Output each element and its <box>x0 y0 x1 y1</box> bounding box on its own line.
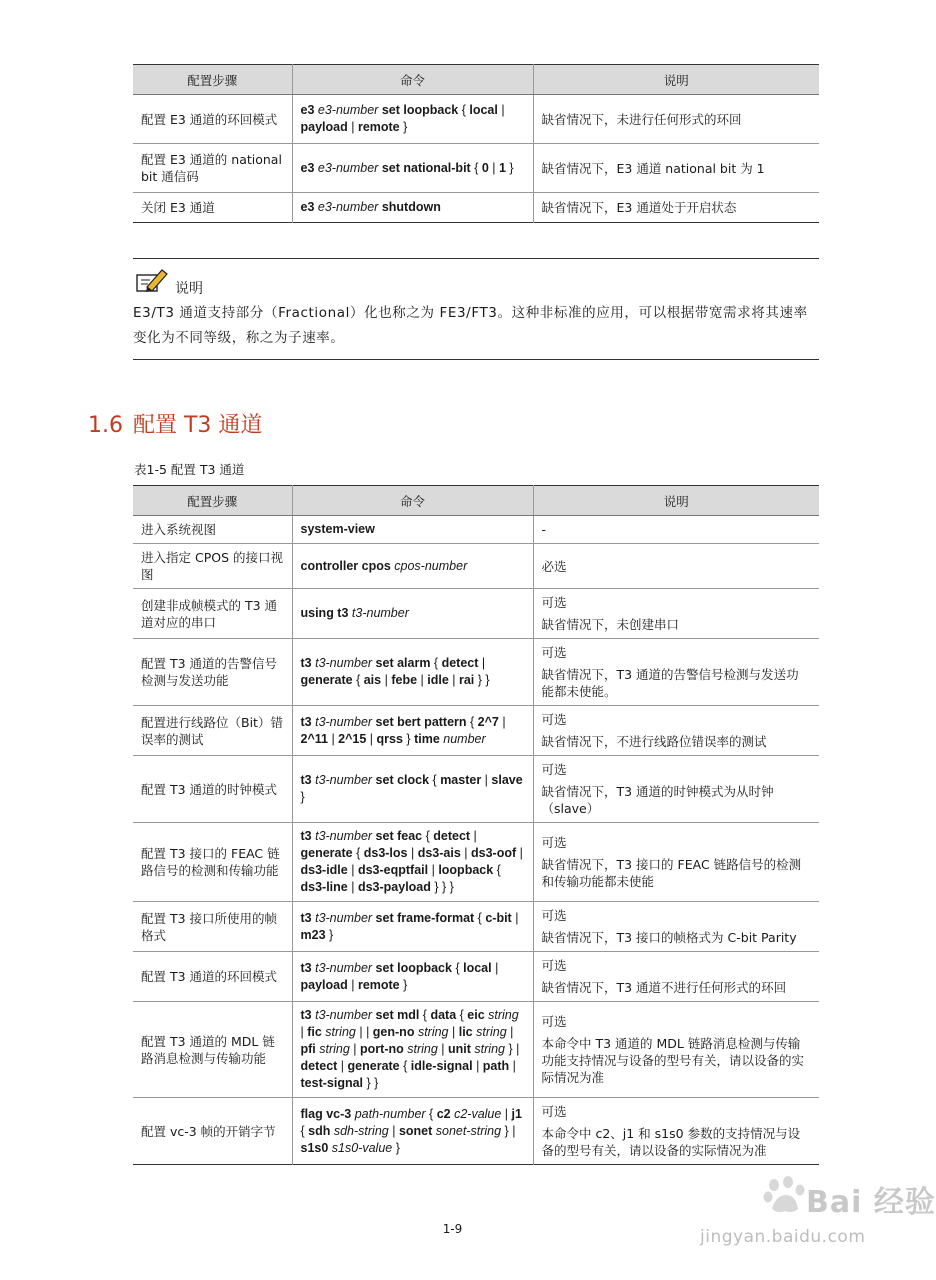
command-syntax: | <box>347 977 358 992</box>
page-number: 1-9 <box>442 1222 463 1236</box>
command-keyword: t3 <box>300 1008 316 1022</box>
optional-label: 可选 <box>541 1104 567 1119</box>
command-syntax: { <box>456 1008 468 1022</box>
column-header-description: 说明 <box>533 65 819 95</box>
description-text: 缺省情况下，T3 通道不进行任何形式的环回 <box>541 980 787 995</box>
command-syntax: | <box>407 846 418 860</box>
command-syntax: | <box>381 673 392 687</box>
optional-label: 可选 <box>541 645 567 660</box>
description-text: 缺省情况下，T3 接口的帧格式为 C-bit Parity <box>541 930 797 945</box>
command-cell <box>292 516 533 544</box>
command-argument: e3-number <box>317 200 379 214</box>
command-keyword: 2^7 <box>477 714 499 729</box>
optional-label: 可选 <box>541 595 567 610</box>
command-keyword: shutdown <box>378 200 441 214</box>
command-keyword: master <box>440 773 482 787</box>
command-keyword: set bert pattern <box>372 714 471 729</box>
command-syntax: } <box>325 927 334 942</box>
command-keyword: port-no <box>360 1042 408 1056</box>
command-keyword: set feac <box>372 829 426 843</box>
command-keyword: detect <box>441 656 479 670</box>
command-argument: t3-number <box>315 910 373 925</box>
description-cell <box>533 823 819 902</box>
command-keyword: 0 <box>481 160 489 175</box>
table-row <box>133 544 819 589</box>
command-syntax: | <box>488 160 499 175</box>
command-syntax: | <box>347 880 358 894</box>
command-syntax: } | <box>501 1123 516 1138</box>
command-keyword: generate <box>300 846 353 860</box>
description-cell <box>533 193 819 223</box>
command-syntax: { <box>425 1106 437 1121</box>
description-text: 缺省情况下，未进行任何形式的环回 <box>541 111 742 127</box>
step-cell: 关闭 E3 通道 <box>133 193 292 223</box>
optional-label: 可选 <box>541 762 567 777</box>
command-syntax: | <box>501 1106 512 1121</box>
command-keyword: flag vc-3 <box>300 1106 355 1121</box>
description-text: 缺省情况下，T3 通道的告警信号检测与发送功能都未使能。 <box>541 667 799 699</box>
command-argument: t3-number <box>315 960 373 975</box>
command-syntax: | <box>498 714 506 729</box>
description-text: 本命令中 c2、j1 和 s1s0 参数的支持情况与设备的型号有关，请以设备的实际情况为准 <box>541 1126 801 1158</box>
command-keyword: e3 <box>300 103 318 117</box>
command-argument: c2-value <box>454 1106 502 1121</box>
command-argument: s1s0-value <box>331 1140 393 1155</box>
command-keyword: sdh <box>308 1123 334 1138</box>
command-cell <box>292 756 533 823</box>
command-syntax: | <box>347 120 358 134</box>
description-cell <box>533 706 819 756</box>
command-syntax: } } <box>474 673 490 687</box>
note-text: E3/T3 通道支持部分（Fractional）化也称之为 FE3/FT3。这种非标准的应用，可以根据带宽需求将其速率变化为不同等级，称之为子速率。 <box>133 305 808 346</box>
table-row <box>133 639 819 706</box>
command-keyword: febe <box>391 673 418 687</box>
command-syntax: } | <box>505 1042 520 1056</box>
column-header-step: 配置步骤 <box>133 486 292 516</box>
command-keyword: generate <box>300 673 353 687</box>
table-row <box>133 952 819 1002</box>
step-cell: 配置 T3 接口所使用的帧格式 <box>133 902 292 952</box>
command-argument: string <box>417 1025 449 1039</box>
description-text: 本命令中 T3 通道的 MDL 链路消息检测与传输功能支持情况与设备的型号有关，请以设备的实际情况为准 <box>541 1036 805 1085</box>
command-syntax: | <box>388 1123 399 1138</box>
command-syntax: { <box>470 714 478 729</box>
command-keyword: e3 <box>300 160 318 175</box>
command-argument: t3-number <box>315 773 373 787</box>
command-argument: t3-number <box>351 606 409 620</box>
command-keyword: pfi <box>300 1042 320 1056</box>
command-keyword: eic <box>467 1008 489 1022</box>
command-syntax: | <box>300 1025 308 1039</box>
command-syntax: | <box>478 656 486 670</box>
command-keyword: set frame-format <box>372 910 478 925</box>
command-syntax: { <box>422 1008 431 1022</box>
command-cell <box>292 823 533 902</box>
command-keyword: system-view <box>300 522 375 536</box>
table-row <box>133 589 819 639</box>
command-keyword: controller cpos <box>300 558 395 573</box>
command-syntax: | <box>509 1059 516 1073</box>
table-row <box>133 756 819 823</box>
baidu-paw-logo-icon <box>762 1175 808 1215</box>
description-text: 缺省情况下，不进行线路位错误率的测试 <box>541 734 767 749</box>
command-keyword: time <box>414 731 444 746</box>
column-header-command: 命令 <box>292 65 533 95</box>
command-keyword: idle <box>427 673 449 687</box>
command-keyword: local <box>463 960 492 975</box>
command-syntax: { <box>352 673 364 687</box>
step-cell: 配置 T3 通道的告警信号检测与发送功能 <box>133 639 292 706</box>
command-syntax: | <box>491 960 499 975</box>
command-keyword: gen-no <box>372 1025 418 1039</box>
description-cell <box>533 1098 819 1165</box>
command-keyword: slave <box>491 773 523 787</box>
command-syntax: } <box>399 120 408 134</box>
command-cell <box>292 193 533 223</box>
command-syntax: | <box>337 1059 348 1073</box>
command-keyword: fic <box>307 1025 326 1039</box>
command-keyword: test-signal <box>300 1076 364 1090</box>
step-cell: 配置 T3 通道的环回模式 <box>133 952 292 1002</box>
command-syntax: } <box>300 790 305 804</box>
command-keyword: detect <box>300 1059 338 1073</box>
command-syntax: { <box>474 160 482 175</box>
note-box <box>133 258 819 360</box>
command-syntax: { <box>399 1059 411 1073</box>
command-cell <box>292 706 533 756</box>
command-keyword: ais <box>363 673 382 687</box>
command-syntax: } <box>402 731 415 746</box>
table-row <box>133 193 819 223</box>
description-cell <box>533 902 819 952</box>
table-row <box>133 95 819 144</box>
optional-label: 可选 <box>541 712 567 727</box>
command-syntax: { <box>432 773 441 787</box>
command-keyword: idle-signal <box>410 1059 473 1073</box>
command-syntax: { <box>425 829 434 843</box>
command-syntax: | <box>516 846 523 860</box>
command-argument: t3-number <box>315 1008 373 1022</box>
command-syntax: | <box>506 1025 514 1039</box>
command-syntax: | <box>349 1042 361 1056</box>
command-keyword: path <box>482 1059 510 1073</box>
command-argument: t3-number <box>315 714 373 729</box>
description-cell <box>533 952 819 1002</box>
command-syntax: { <box>352 846 364 860</box>
command-syntax: | <box>347 863 358 877</box>
command-keyword: t3 <box>300 773 316 787</box>
command-argument: sdh-string <box>333 1123 389 1138</box>
step-cell: 配置 E3 通道的环回模式 <box>133 95 292 144</box>
step-cell: 配置 T3 接口的 FEAC 链路信号的检测和传输功能 <box>133 823 292 902</box>
description-text: 缺省情况下，E3 通道 national bit 为 1 <box>541 160 765 176</box>
command-keyword: t3 <box>300 656 316 670</box>
watermark-brand: Bai 经验 <box>806 1185 936 1220</box>
description-cell <box>533 589 819 639</box>
step-cell: 配置进行线路位（Bit）错误率的测试 <box>133 706 292 756</box>
t3-config-table <box>133 485 819 1165</box>
command-syntax: { <box>477 910 486 925</box>
command-argument: t3-number <box>315 829 373 843</box>
optional-label: 可选 <box>541 1014 567 1029</box>
command-keyword: ds3-payload <box>357 880 431 894</box>
command-syntax: { <box>455 960 464 975</box>
command-argument: string <box>488 1008 519 1022</box>
description-cell <box>533 95 819 144</box>
section-number: 1.6 <box>88 413 123 438</box>
command-syntax: | <box>417 673 428 687</box>
command-syntax: | <box>448 1025 459 1039</box>
command-keyword: c-bit <box>485 910 512 925</box>
command-argument: string <box>325 1025 356 1039</box>
section-title: 配置 T3 通道 <box>133 413 263 438</box>
command-keyword: e3 <box>300 200 318 214</box>
command-syntax: } } } <box>430 880 454 894</box>
command-keyword: data <box>430 1008 457 1022</box>
command-syntax: | <box>470 829 477 843</box>
command-keyword: set loopback <box>378 103 462 117</box>
command-cell <box>292 639 533 706</box>
command-argument: string <box>474 1042 505 1056</box>
description-cell <box>533 544 819 589</box>
watermark-url: jingyan.baidu.com <box>700 1227 866 1247</box>
description-text: 必选 <box>541 558 567 574</box>
description-cell <box>533 1002 819 1098</box>
command-cell <box>292 1098 533 1165</box>
command-keyword: sonet <box>398 1123 436 1138</box>
description-text: 缺省情况下，T3 通道的时钟模式为从时钟（slave） <box>541 784 774 816</box>
command-syntax: { <box>493 863 501 877</box>
section-heading <box>88 408 262 439</box>
command-keyword: ds3-oof <box>471 846 517 860</box>
description-cell <box>533 144 819 193</box>
command-argument: t3-number <box>315 656 373 670</box>
optional-label: 可选 <box>541 835 567 850</box>
note-pencil-icon <box>135 267 169 295</box>
table-row <box>133 1098 819 1165</box>
command-syntax: | | <box>355 1025 373 1039</box>
command-keyword: ds3-eqptfail <box>357 863 429 877</box>
command-cell <box>292 144 533 193</box>
note-title: 说明 <box>175 281 203 297</box>
command-keyword: generate <box>347 1059 400 1073</box>
table-caption: 表1-5 配置 T3 通道 <box>134 462 245 477</box>
table-row <box>133 1002 819 1098</box>
command-keyword: t3 <box>300 829 316 843</box>
command-syntax: | <box>366 731 377 746</box>
command-keyword: j1 <box>511 1106 522 1121</box>
command-keyword: ds3-line <box>300 880 348 894</box>
command-syntax: | <box>437 1042 449 1056</box>
step-cell: 配置 vc-3 帧的开销字节 <box>133 1098 292 1165</box>
command-argument: string <box>476 1025 507 1039</box>
description-text: - <box>541 522 547 537</box>
command-keyword: payload <box>300 977 348 992</box>
step-cell: 创建非成帧模式的 T3 通道对应的串口 <box>133 589 292 639</box>
command-syntax: | <box>460 846 471 860</box>
command-cell <box>292 95 533 144</box>
command-keyword: lic <box>458 1025 477 1039</box>
command-keyword: set national-bit <box>378 160 475 175</box>
command-syntax: } <box>399 977 408 992</box>
command-syntax: | <box>428 863 439 877</box>
command-keyword: 1 <box>499 160 506 175</box>
command-syntax: { <box>433 656 442 670</box>
step-cell: 配置 T3 通道的时钟模式 <box>133 756 292 823</box>
command-argument: sonet-string <box>435 1123 502 1138</box>
command-keyword: detect <box>433 829 471 843</box>
command-argument: path-number <box>354 1106 426 1121</box>
command-keyword: remote <box>357 120 400 134</box>
column-header-command: 命令 <box>292 486 533 516</box>
command-keyword: c2 <box>436 1106 455 1121</box>
table-row <box>133 706 819 756</box>
command-cell <box>292 544 533 589</box>
command-syntax: | <box>327 731 339 746</box>
command-syntax: { <box>300 1123 309 1138</box>
description-text: 缺省情况下，E3 通道处于开启状态 <box>541 200 737 215</box>
command-keyword: s1s0 <box>300 1140 332 1155</box>
command-syntax: | <box>511 910 519 925</box>
command-argument: string <box>407 1042 438 1056</box>
command-keyword: t3 <box>300 714 316 729</box>
optional-label: 可选 <box>541 958 567 973</box>
command-argument: e3-number <box>317 160 379 175</box>
command-keyword: remote <box>357 977 400 992</box>
description-cell <box>533 639 819 706</box>
step-cell: 进入系统视图 <box>133 516 292 544</box>
command-keyword: t3 <box>300 910 316 925</box>
command-argument: number <box>443 731 486 746</box>
command-keyword: set mdl <box>372 1008 423 1022</box>
table-row <box>133 144 819 193</box>
description-text: 缺省情况下，未创建串口 <box>541 617 680 632</box>
command-syntax: } <box>505 160 514 175</box>
command-cell <box>292 902 533 952</box>
command-keyword: ds3-los <box>363 846 408 860</box>
command-syntax: } } <box>363 1076 379 1090</box>
table-row <box>133 516 819 544</box>
command-cell <box>292 589 533 639</box>
command-keyword: qrss <box>376 731 403 746</box>
command-keyword: ds3-idle <box>300 863 348 877</box>
table-row <box>133 902 819 952</box>
command-argument: cpos-number <box>394 558 468 573</box>
command-syntax: | <box>497 103 505 117</box>
column-header-description: 说明 <box>533 486 819 516</box>
table-row <box>133 823 819 902</box>
command-cell <box>292 952 533 1002</box>
command-syntax: } <box>392 1140 400 1155</box>
command-syntax: | <box>481 773 492 787</box>
command-syntax: { <box>461 103 470 117</box>
command-keyword: rai <box>458 673 475 687</box>
command-keyword: using t3 <box>300 606 352 620</box>
description-cell <box>533 516 819 544</box>
command-keyword: payload <box>300 120 348 134</box>
command-keyword: set alarm <box>372 656 434 670</box>
command-keyword: m23 <box>300 927 326 942</box>
step-cell: 配置 E3 通道的 national bit 通信码 <box>133 144 292 193</box>
command-keyword: set loopback <box>372 960 456 975</box>
command-keyword: t3 <box>300 960 316 975</box>
command-syntax: | <box>472 1059 483 1073</box>
command-syntax: | <box>448 673 459 687</box>
step-cell: 配置 T3 通道的 MDL 链路消息检测与传输功能 <box>133 1002 292 1098</box>
command-keyword: 2^11 <box>300 731 328 746</box>
column-header-step: 配置步骤 <box>133 65 292 95</box>
command-argument: string <box>319 1042 350 1056</box>
command-keyword: ds3-ais <box>417 846 461 860</box>
command-keyword: 2^15 <box>338 731 367 746</box>
command-keyword: set clock <box>372 773 433 787</box>
command-argument: e3-number <box>317 103 379 117</box>
command-keyword: local <box>469 103 498 117</box>
command-keyword: loopback <box>438 863 494 877</box>
e3-config-table <box>133 64 819 223</box>
command-keyword: unit <box>448 1042 475 1056</box>
description-text: 缺省情况下，T3 接口的 FEAC 链路信号的检测和传输功能都未使能 <box>541 857 802 889</box>
optional-label: 可选 <box>541 908 567 923</box>
command-cell <box>292 1002 533 1098</box>
step-cell: 进入指定 CPOS 的接口视图 <box>133 544 292 589</box>
description-cell <box>533 756 819 823</box>
